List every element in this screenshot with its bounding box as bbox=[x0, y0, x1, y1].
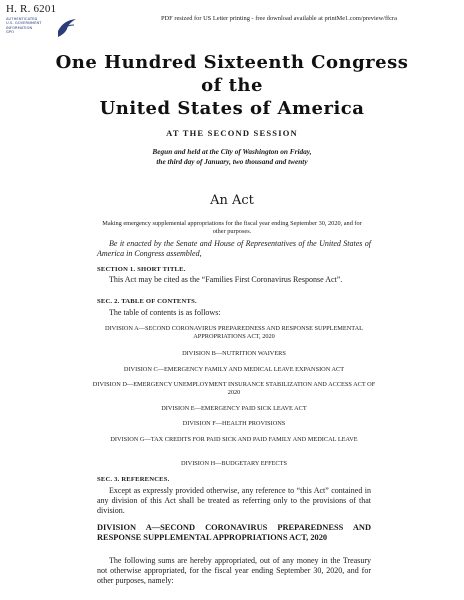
toc-entry: DIVISION A—SECOND CORONAVIRUS PREPAREDNESS AND RESPONSE SUPPLEMENTAL APPROPRIATIONS ACT, 2020 bbox=[104, 325, 364, 340]
section-text: This Act may be cited as the “Families First Coronavirus Response Act”. bbox=[109, 275, 343, 284]
section-heading: SEC. 2. TABLE OF CONTENTS. bbox=[97, 298, 197, 305]
gpo-logo-text: AUTHENTICATED U.S. GOVERNMENT INFORMATION GPO bbox=[6, 17, 42, 35]
toc-entry: DIVISION H—BUDGETARY EFFECTS bbox=[181, 460, 287, 467]
act-title: An Act bbox=[210, 193, 254, 208]
enacting-clause: Be it enacted by the Senate and House of Representatives of the United States of America in Congress assembled, bbox=[97, 239, 371, 258]
congress-title-line: of the bbox=[201, 75, 263, 96]
division-text: The following sums are hereby appropriated, out of any money in the Treasury not otherwise appropriated, for the fiscal year ending September 30, 2020, and for other purposes, namely: bbox=[97, 556, 371, 585]
begun-statement: Begun and held at the City of Washington on Friday, the third day of January, two thousand and twenty bbox=[152, 147, 312, 166]
section-heading: SEC. 3. REFERENCES. bbox=[97, 476, 170, 483]
act-purpose: Making emergency supplemental appropriations for the fiscal year ending September 30, 2020, and for other purposes. bbox=[102, 220, 362, 235]
session-heading: AT THE SECOND SESSION bbox=[166, 128, 298, 138]
section-text: The table of contents is as follows: bbox=[109, 308, 221, 317]
toc-entry: DIVISION C—EMERGENCY FAMILY AND MEDICAL LEAVE EXPANSION ACT bbox=[123, 366, 345, 373]
section-heading: SECTION 1. SHORT TITLE. bbox=[97, 266, 186, 273]
print-note: PDF resized for US Letter printing - free download available at printMe1.com/preview/ffcra bbox=[161, 15, 397, 22]
congress-title-line: United States of America bbox=[99, 98, 365, 119]
gpo-authenticated-logo bbox=[6, 17, 96, 47]
toc-entry: DIVISION D—EMERGENCY UNEMPLOYMENT INSURANCE STABILIZATION AND ACCESS ACT OF 2020 bbox=[92, 381, 376, 396]
toc-entry: DIVISION E—EMERGENCY PAID SICK LEAVE ACT bbox=[161, 405, 307, 412]
congress-title-line: One Hundred Sixteenth Congress bbox=[55, 52, 409, 73]
section-text: Except as expressly provided otherwise, any reference to “this Act” contained in any division of this Act shall be treated as referring only to the provisions of that division. bbox=[97, 486, 371, 515]
division-heading: DIVISION A—SECOND CORONAVIRUS PREPAREDNESS AND RESPONSE SUPPLEMENTAL APPROPRIATIONS ACT, 2020 bbox=[97, 523, 371, 542]
toc-entry: DIVISION F—HEALTH PROVISIONS bbox=[182, 420, 286, 427]
toc-entry: DIVISION G—TAX CREDITS FOR PAID SICK AND PAID FAMILY AND MEDICAL LEAVE bbox=[110, 436, 358, 443]
toc-entry: DIVISION B—NUTRITION WAIVERS bbox=[182, 350, 286, 357]
eagle-icon bbox=[56, 17, 78, 39]
bill-number: H. R. 6201 bbox=[6, 3, 57, 15]
